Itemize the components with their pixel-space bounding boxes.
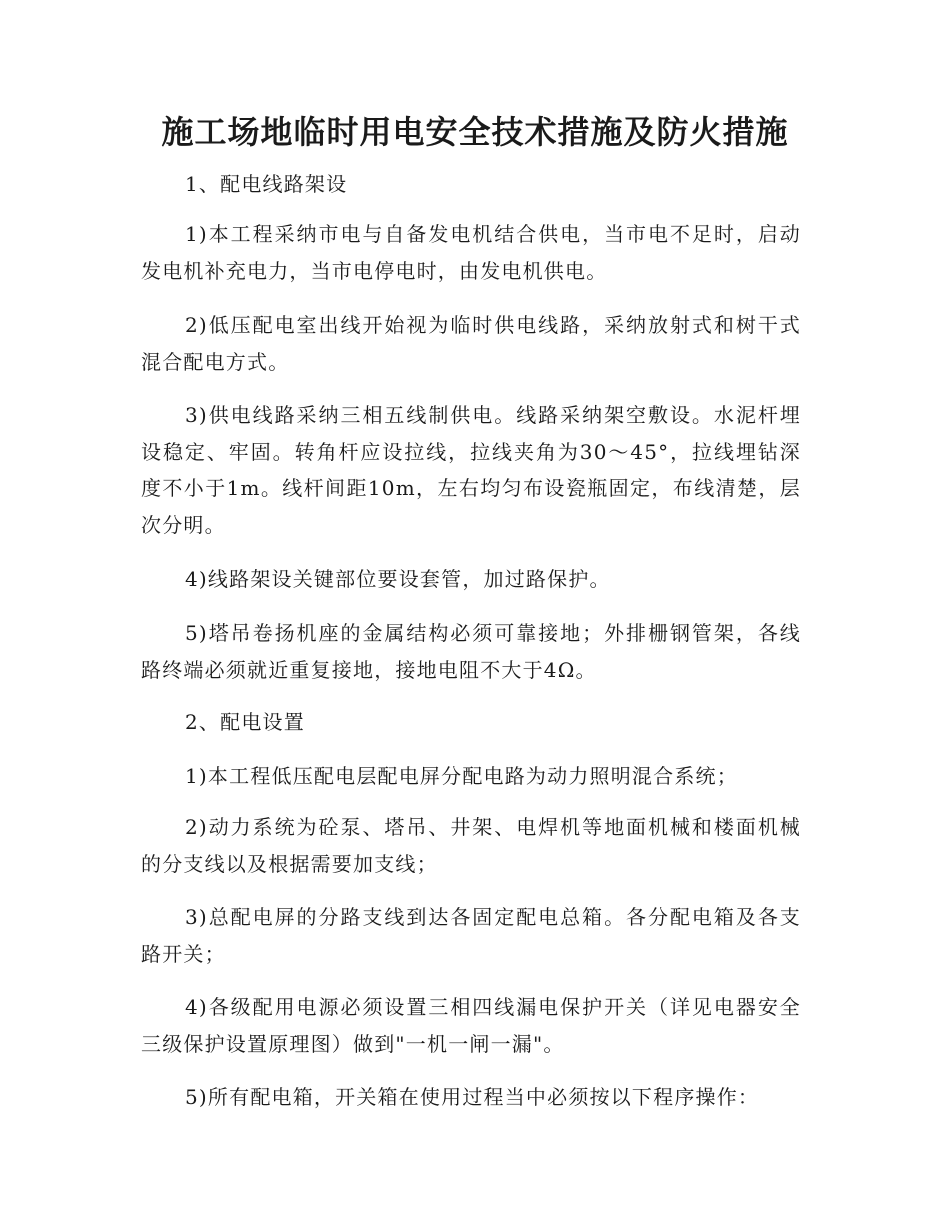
paragraph: 1)本工程低压配电层配电屏分配电路为动力照明混合系统； [185,764,738,788]
paragraph: 3)供电线路采纳三相五线制供电。线路采纳架空敷设。水泥杆埋设稳定、牢固。转角杆应设拉线，拉线夹角为30～45°，拉线埋钻深度不小于1m。线杆间距10m，左右均匀布设瓷瓶固定，布线清楚，层次分明。 [141,403,801,537]
paragraph: 4)各级配用电源必须设置三相四线漏电保护开关（详见电器安全三级保护设置原理图）做到"一机一闸一漏"。 [141,995,801,1056]
paragraph: 3)总配电屏的分路支线到达各固定配电总箱。各分配电箱及各支路开关； [141,905,801,966]
paragraph: 2)低压配电室出线开始视为临时供电线路，采纳放射式和树干式混合配电方式。 [141,313,801,374]
section-heading-1: 1、配电线路架设 [185,172,348,196]
paragraph: 5)塔吊卷扬机座的金属结构必须可靠接地；外排栅钢管架，各线路终端必须就近重复接地，接地电阻不大于4Ω。 [141,621,801,682]
paragraph: 5)所有配电箱，开关箱在使用过程当中必须按以下程序操作： [185,1085,760,1109]
paragraph: 1)本工程采纳市电与自备发电机结合供电，当市电不足时，启动发电机补充电力，当市电停电时，由发电机供电。 [141,222,801,283]
section-heading-2: 2、配电设置 [185,710,305,734]
paragraph: 2)动力系统为砼泵、塔吊、井架、电焊机等地面机械和楼面机械的分支线以及根据需要加支线； [141,815,801,876]
document-title: 施工场地临时用电安全技术措施及防火措施 [161,113,789,151]
paragraph: 4)线路架设关键部位要设套管，加过路保护。 [185,567,611,591]
